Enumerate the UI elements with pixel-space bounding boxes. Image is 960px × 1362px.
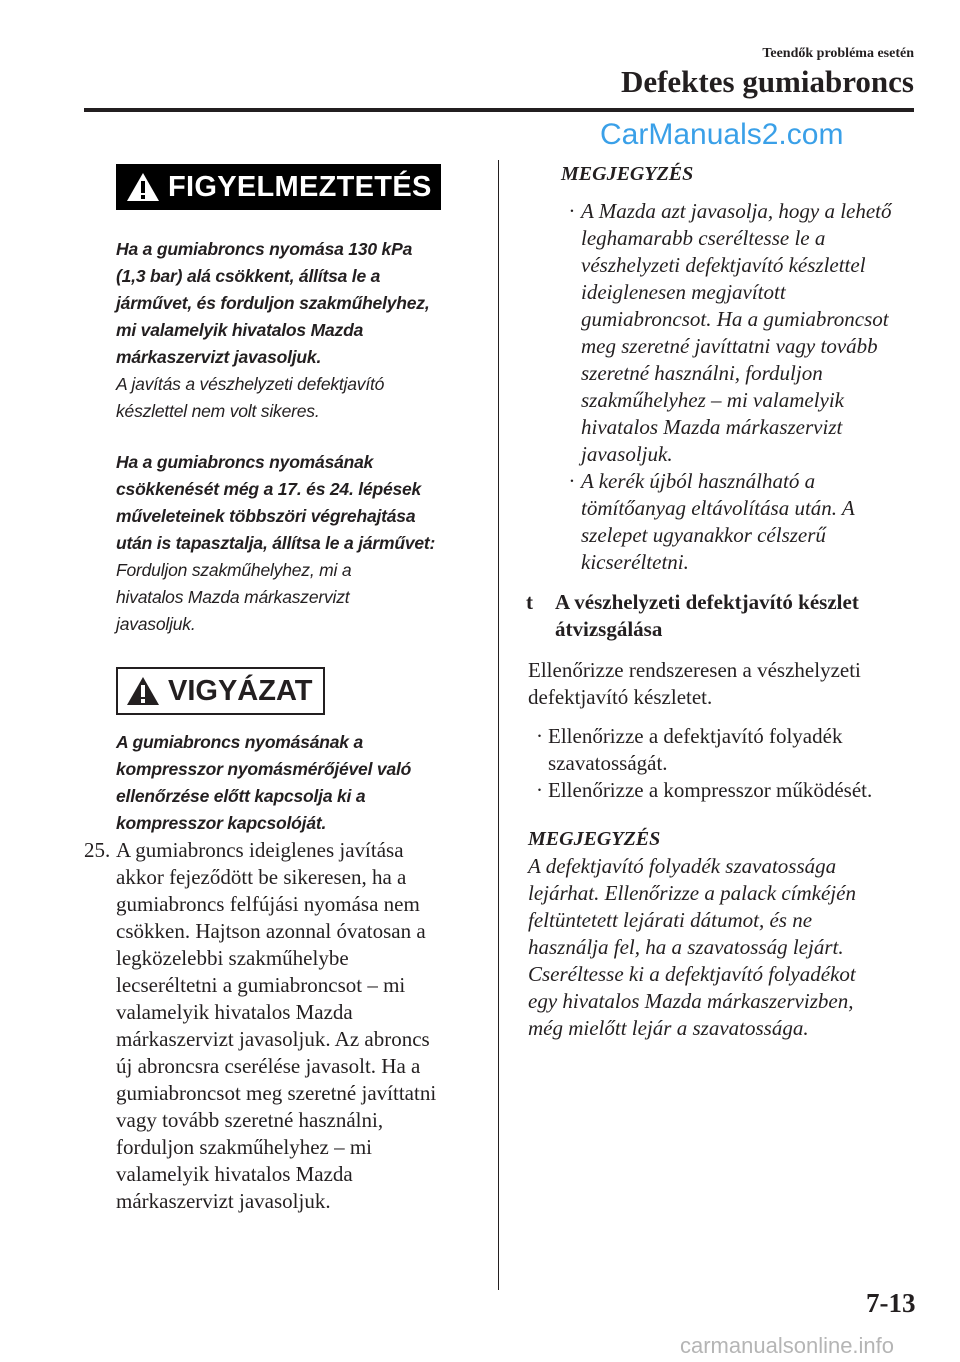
text-line: Cseréltesse ki a defektjavító folyadékot [528, 962, 856, 986]
warning-triangle-icon [126, 172, 160, 202]
section-marker: t [526, 590, 533, 614]
text-line: akkor fejeződött be sikeresen, ha a [116, 865, 407, 889]
bullet: · [569, 199, 575, 223]
text-line: járművet, és forduljon szakműhelyhez, [116, 293, 430, 313]
note-title: MEGJEGYZÉS [561, 163, 694, 185]
text-line: valamelyik hivatalos Mazda [116, 1162, 353, 1186]
text-line: legközelebbi szakműhelybe [116, 946, 349, 970]
text-line: használja fel, ha a szavatosság lejárt. [528, 935, 844, 959]
text-line: átvizsgálása [555, 617, 663, 641]
warning-paragraph-1 [116, 236, 430, 425]
header-rule [84, 108, 914, 112]
page-title: Defektes gumiabroncs [620, 64, 914, 99]
text-line: vészhelyzeti defektjavító készlettel [581, 253, 866, 277]
text-line: gumiabroncsot. Ha a gumiabroncsot [581, 307, 889, 331]
text-line: kompresszor nyomásmérőjével való [116, 759, 412, 779]
text-line: Forduljon szakműhelyhez, mi a [116, 560, 352, 580]
warning-triangle-icon [126, 676, 160, 706]
section-bullet-2 [536, 777, 873, 804]
text-line: gumiabroncsot meg szeretné javíttatni [116, 1081, 437, 1105]
text-line: kompresszor kapcsolóját. [116, 813, 327, 833]
bullet: · [536, 724, 543, 748]
watermark-top: CarManuals2.com [600, 118, 844, 151]
text-line: szakműhelyhez – mi valamelyik [581, 388, 845, 412]
text-line: új abroncsra cserélése javasolt. Ha a [116, 1054, 421, 1078]
caution-banner [116, 667, 325, 715]
caution-text [116, 729, 411, 837]
text-line: gumiabroncs felfújási nyomása nem [116, 892, 420, 916]
watermark-bottom: carmanualsonline.info [680, 1333, 895, 1358]
text-line: (1,3 bar) alá csökkent, állítsa le a [116, 266, 381, 286]
text-line: lecseréltetni a gumiabroncsot – mi [116, 973, 406, 997]
text-line: A Mazda azt javasolja, hogy a lehető [581, 199, 892, 223]
text-line: hivatalos Mazda márkaszervizt [116, 587, 350, 607]
text-line: javasoljuk. [116, 614, 196, 634]
text-line: tömítőanyag eltávolítása után. A [581, 496, 855, 520]
text-line: csökken. Hajtson azonnal óvatosan a [116, 919, 426, 943]
text-line: A gumiabroncs ideiglenes javítása [116, 838, 404, 862]
text-line: szelepet ugyanakkor célszerű [581, 523, 826, 547]
text-line: csökkenését még a 17. és 24. lépések [116, 479, 422, 499]
step-number: 25. [84, 838, 111, 862]
text-line: egy hivatalos Mazda márkaszervizben, [528, 989, 854, 1013]
note-2-text [528, 853, 856, 1042]
text-line: szavatosságát. [548, 751, 668, 775]
text-line: valamelyik hivatalos Mazda [116, 1000, 353, 1024]
text-line: leghamarabb cseréltesse le a [581, 226, 826, 250]
step-25-text [116, 837, 436, 1215]
text-line: kicseréltetni. [581, 550, 689, 574]
bullet: · [569, 469, 575, 493]
warning-label: FIGYELMEZTETÉS [168, 170, 432, 203]
text-line: A gumiabroncs nyomásának a [116, 732, 364, 752]
text-line: Ellenőrizze a defektjavító folyadék [548, 724, 843, 748]
note-bullet-1 [569, 198, 892, 468]
text-line: készlettel nem volt sikeres. [116, 401, 320, 421]
text-line: még mielőtt lejár a szavatossága. [528, 1016, 809, 1040]
page-number: 7-13 [866, 1288, 916, 1318]
warning-banner [116, 164, 441, 210]
text-line: Ha a gumiabroncs nyomása 130 kPa [116, 239, 413, 259]
text-line: hivatalos Mazda márkaszervizt [581, 415, 843, 439]
text-line: márkaszervizt javasoljuk. [116, 347, 322, 367]
text-line: feltüntetett lejárati dátumot, és ne [528, 908, 813, 932]
warning-paragraph-2 [116, 449, 435, 638]
text-line: Ellenőrizze rendszeresen a vészhelyzeti [528, 658, 861, 682]
text-line: műveleteinek többszöri végrehajtása [116, 506, 416, 526]
text-line: márkaszervizt javasoljuk. Az abroncs [116, 1027, 430, 1051]
section-header: Teendők probléma esetén [762, 46, 914, 61]
section-bullet-1 [536, 723, 843, 777]
text-line: meg szeretné javíttatni vagy tovább [581, 334, 878, 358]
text-line: A kerék újból használható a [581, 469, 816, 493]
section-intro [528, 657, 861, 711]
caution-label: VIGYÁZAT [168, 674, 313, 707]
text-line: defektjavító készletet. [528, 685, 713, 709]
column-divider [498, 160, 499, 1290]
text-line: szeretné használni, forduljon [581, 361, 823, 385]
text-line: Ellenőrizze a kompresszor működését. [548, 778, 873, 802]
text-line: után is tapasztalja, állítsa le a járművet: [116, 533, 436, 553]
section-heading [555, 589, 859, 643]
text-line: A defektjavító folyadék szavatossága [528, 854, 837, 878]
note-bullet-2 [569, 468, 855, 576]
text-line: A vészhelyzeti defektjavító készlet [555, 590, 859, 614]
text-line: javasoljuk. [581, 442, 673, 466]
bullet: · [536, 778, 543, 802]
text-line: Ha a gumiabroncs nyomásának [116, 452, 374, 472]
text-line: ellenőrzése előtt kapcsolja ki a [116, 786, 366, 806]
text-line: vagy tovább szeretné használni, [116, 1108, 384, 1132]
text-line: mi valamelyik hivatalos Mazda [116, 320, 364, 340]
text-line: márkaszervizt javasoljuk. [116, 1189, 331, 1213]
text-line: forduljon szakműhelyhez – mi [116, 1135, 373, 1159]
text-line: lejárhat. Ellenőrizze a palack címkéjén [528, 881, 856, 905]
text-line: A javítás a vészhelyzeti defektjavító [116, 374, 385, 394]
note-title: MEGJEGYZÉS [528, 828, 661, 850]
text-line: ideiglenesen megjavított [581, 280, 786, 304]
